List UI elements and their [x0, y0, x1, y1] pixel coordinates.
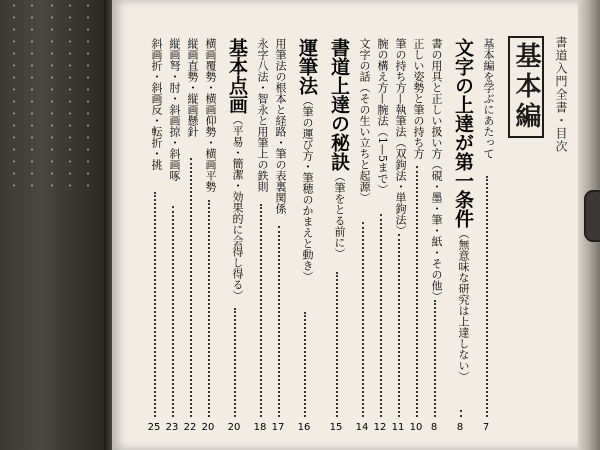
chapter-3: [292, 38, 316, 433]
toc-item: 横画覆勢・横画仰勢・横画平勢 20: [201, 38, 217, 433]
chapter-1: [448, 38, 472, 433]
intro-entry: [478, 38, 494, 433]
chapter-1-heading: 文字の上達が第一条件（無意味な研究は上達しない）: [452, 38, 474, 382]
toc-item: 縦画直勢・縦画懸針 22: [183, 38, 199, 433]
chapter-2: [324, 38, 348, 433]
toc-item: 斜画折・斜画反・転折・挑 25: [147, 38, 163, 433]
chapter-4-page-number: 20: [227, 422, 241, 433]
chapter-2-page-number: 15: [329, 422, 343, 433]
series-title: 書道入門全書・目次: [554, 36, 568, 153]
toc-item: 文字の話（その生い立ちと起源） 14: [355, 38, 371, 433]
toc-item: 筆の持ち方—執筆法（双鉤法・単鉤法） 11: [391, 38, 407, 433]
contents-page: [112, 0, 580, 450]
toc-item: 縦画弩・肘・斜画掠・斜画啄 23: [165, 38, 181, 433]
chapter-3-page-number: 16: [297, 422, 311, 433]
chapter-3-heading: 運筆法（筆の運び方・筆穂のかまえと動き）: [296, 38, 318, 282]
chapter-2-heading: 書道上達の秘訣（筆をとる前に）: [328, 38, 350, 259]
part-title: 基本編: [508, 36, 544, 138]
left-page: ・・・・・・・・・・・・・・・・ ・・・・・・・・・・・・・・・・ ・・・・・・・・・・・・・・・・ ・・・・・・・・・・・・・・・・ ・・・・・・・・・・・・・・・・: [0, 0, 104, 450]
toc-item: 正しい姿勢と筆の持ち方 10: [409, 38, 425, 433]
toc-item: 腕の構え方—腕法（1—5まで） 12: [373, 38, 389, 433]
chapter-4: [222, 38, 246, 433]
toc-item: 永字八法・智永と用筆上の鉄則 18: [253, 38, 269, 433]
chapter-1-page-number: 8: [456, 422, 464, 433]
toc-item: 用筆法の根本と経路・筆の表裏関係 17: [271, 38, 287, 433]
intro-text: 基本編を学ぶにあたって: [482, 38, 495, 159]
toc-item: 書の用具と正しい扱い方（硯・墨・筆・紙・その他） 8: [430, 38, 443, 433]
binder-clip: [584, 190, 600, 242]
chapter-4-heading: 基本点画（平易・簡潔・効果的に会得し得る）: [226, 38, 248, 301]
intro-page-number: 7: [482, 422, 490, 433]
